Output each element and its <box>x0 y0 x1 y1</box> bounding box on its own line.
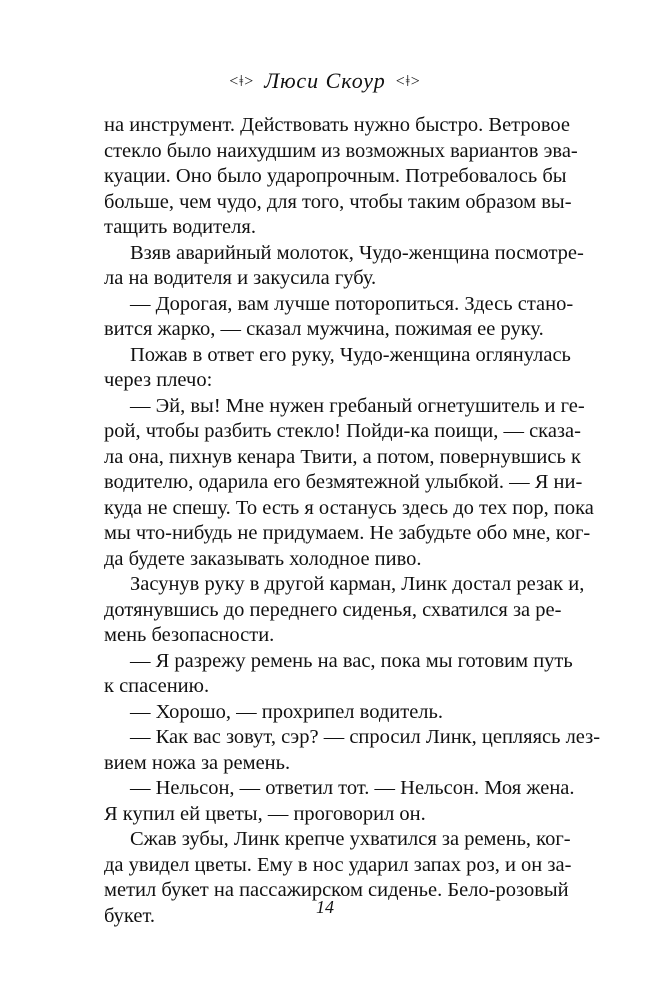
text-line: стекло было наихудшим из возможных вариантов эва- <box>104 139 578 162</box>
text-line: Пожав в ответ его руку, Чудо-женщина оглянулась <box>130 343 571 366</box>
text-line: — Я разрежу ремень на вас, пока мы готовим путь <box>130 649 573 672</box>
text-line: — Дорогая, вам лучше поторопиться. Здесь стано- <box>130 292 574 315</box>
text-line: больше, чем чудо, для того, чтобы таким образом вы- <box>104 190 572 213</box>
ornament-right-icon: <ǂ> <box>395 73 421 90</box>
text-line: водителю, одарила его безмятежной улыбкой. — Я ни- <box>104 471 583 493</box>
text-line: куации. Оно было ударопрочным. Потребовалось бы <box>104 165 567 187</box>
text-line: ла она, пихнув кенара Твити, а потом, повернувшись к <box>104 445 581 468</box>
text-line: Я купил ей цветы, — проговорил он. <box>104 802 426 825</box>
text-line: мы что-нибудь не придумаем. Не забудьте обо мне, ког- <box>104 522 591 544</box>
page-number: 14 <box>316 897 334 917</box>
running-header <box>0 68 650 94</box>
text-line: Сжав зубы, Линк крепче ухватился за ремень, ког- <box>130 828 571 850</box>
body-text <box>104 113 601 929</box>
text-line: — Эй, вы! Мне нужен гребаный огнетушитель и ге- <box>130 394 585 417</box>
text-line: — Как вас зовут, сэр? — спросил Линк, цепляясь лез- <box>130 726 601 748</box>
text-line: ла на водителя и закусила губу. <box>104 267 377 289</box>
text-line: к спасению. <box>104 675 210 697</box>
text-line: Засунув руку в другой карман, Линк достал резак и, <box>130 573 585 595</box>
text-line: мень безопасности. <box>104 624 275 646</box>
text-line: на инструмент. Действовать нужно быстро. Ветровое <box>104 114 571 136</box>
text-line: метил букет на пассажирском сиденье. Бело-розовый <box>104 879 569 901</box>
text-line: вием ножа за ремень. <box>104 751 291 774</box>
author-name: Люси Скоур <box>264 68 386 93</box>
text-line: вится жарко, — сказал мужчина, пожимая ее руку. <box>104 318 544 340</box>
text-line: тащить водителя. <box>104 216 256 238</box>
text-line: дотянувшись до переднего сиденья, схватился за ре- <box>104 598 562 621</box>
ornament-left-icon: <ǂ> <box>229 73 255 90</box>
text-line: через плечо: <box>104 369 213 391</box>
text-line: букет. <box>104 904 155 927</box>
text-line: да будете заказывать холодное пиво. <box>104 547 422 570</box>
text-line: куда не спешу. То есть я останусь здесь до тех пор, пока <box>104 496 594 519</box>
text-line: да увидел цветы. Ему в нос ударил запах роз, и он за- <box>104 853 572 876</box>
text-line: рой, чтобы разбить стекло! Пойди-ка поищи, — сказа- <box>104 420 581 442</box>
text-line: — Нельсон, — ответил тот. — Нельсон. Моя жена. <box>130 777 575 799</box>
text-line: Взяв аварийный молоток, Чудо-женщина посмотре- <box>130 241 584 264</box>
text-line: — Хорошо, — прохрипел водитель. <box>130 700 444 723</box>
